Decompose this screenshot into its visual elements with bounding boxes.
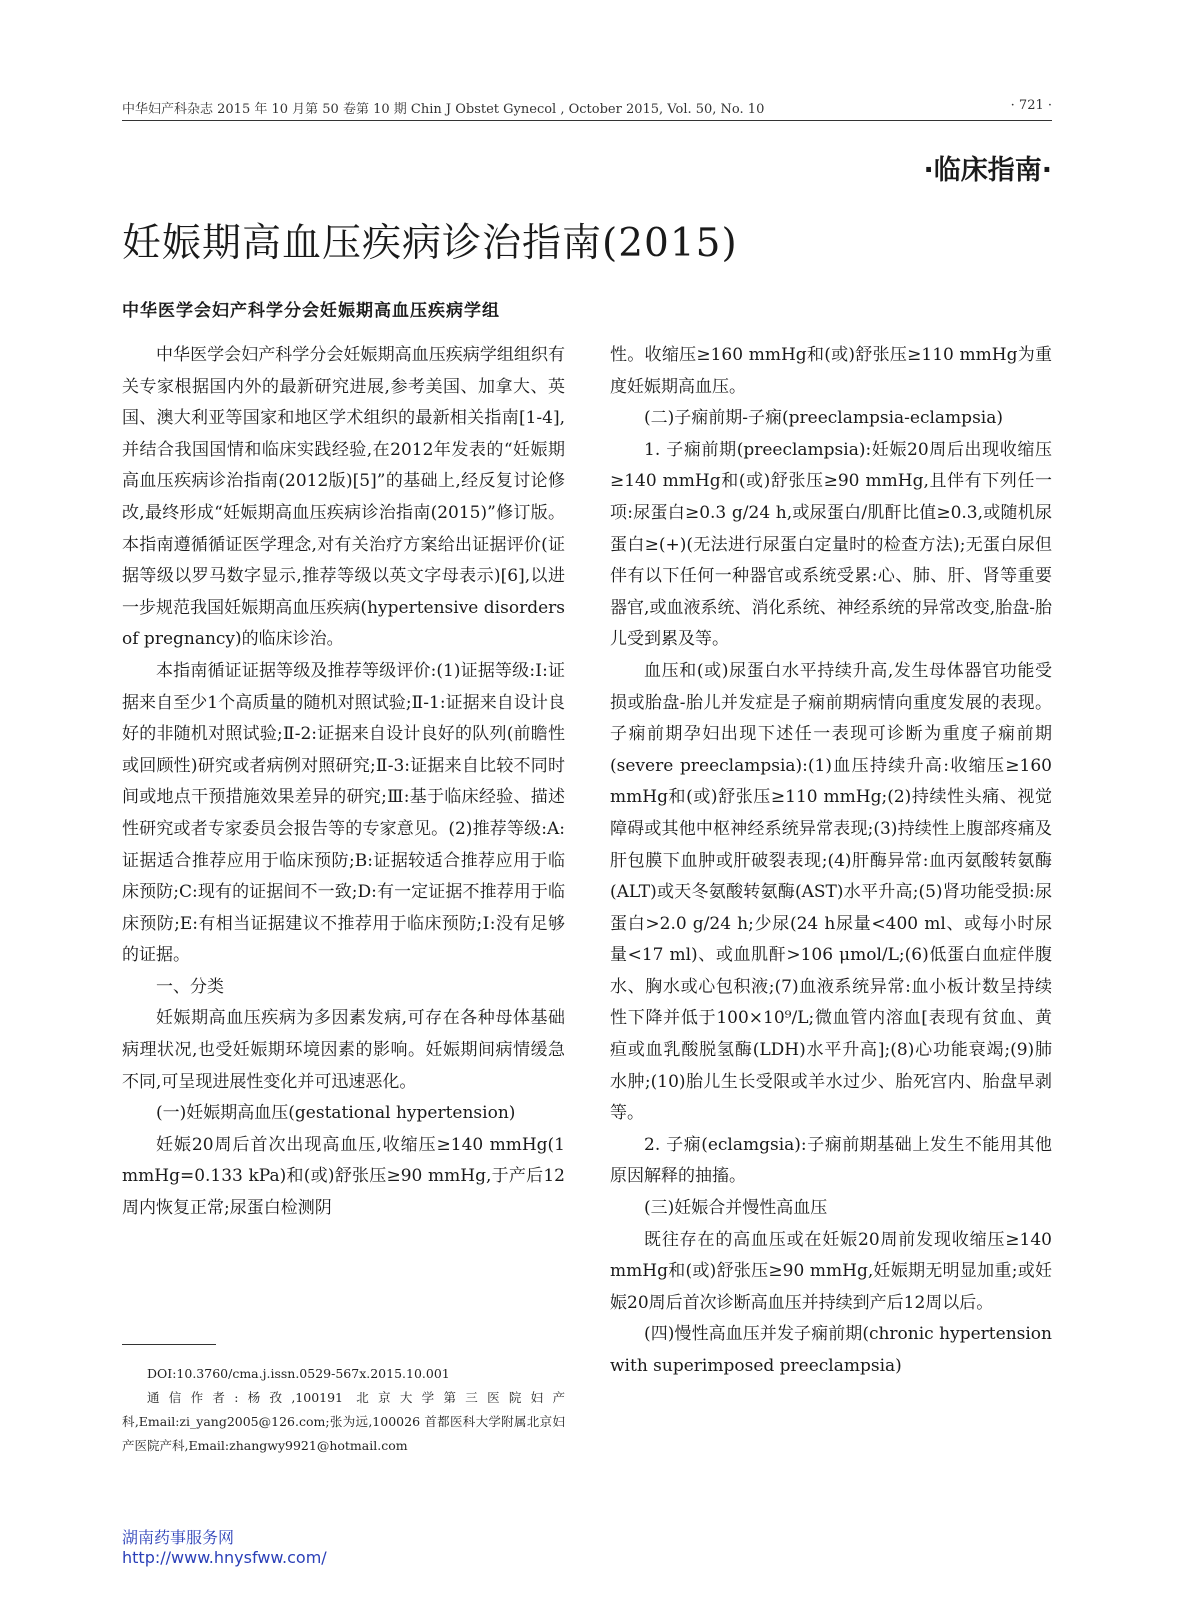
intro-paragraph: 中华医学会妇产科学分会妊娠期高血压疾病学组组织有关专家根据国内外的最新研究进展,参考美国、加拿大、英国、澳大利亚等国家和地区学术组织的最新相关指南[1-4],并结合我国国情和临床实践经验,在2012年发表的“妊娠期高血压疾病诊治指南(2012版)[5]”的基础上,经反复讨论修改,最终形成“妊娠期高血压疾病诊治指南(2015)”修订版。本指南遵循循证医学理念,对有关治疗方案给出证据评价(证据等级以罗马数字显示,推荐等级以英文字母表示)[6],以进一步规范我国妊娠期高血压疾病(hypertensive disorders of pregnancy)的临床诊治。 (122, 345, 565, 650)
subheading-preeclampsia-eclampsia: (二)子痫前期-子痫(preeclampsia-eclampsia) (644, 408, 1003, 429)
subheading-superimposed-preeclampsia: (四)慢性高血压并发子痫前期(chronic hypertension with superimposed preeclampsia) (610, 1324, 1052, 1376)
watermark-url[interactable]: http://www.hnysfww.com/ (122, 1548, 327, 1567)
doi-footnote: DOI:10.3760/cma.j.issn.0529-567x.2015.10.001 (147, 1366, 450, 1381)
subheading-gestational-hypertension: (一)妊娠期高血压(gestational hypertension) (156, 1103, 516, 1124)
journal-header: 中华妇产科杂志 2015 年 10 月第 50 卷第 10 期 Chin J Obstet Gynecol , October 2015, Vol. 50, No. 10 (122, 102, 765, 117)
article-title: 妊娠期高血压疾病诊治指南(2015) (122, 221, 738, 266)
section-heading-classification: 一、分类 (156, 976, 224, 997)
footnotes (122, 1362, 565, 1458)
classification-paragraph: 妊娠期高血压疾病为多因素发病,可存在各种母体基础病理状况,也受妊娠期环境因素的影响。妊娠期间病情缓急不同,可呈现进展性变化并可迅速恶化。 (122, 1008, 565, 1092)
section-tag: ·临床指南· (923, 155, 1052, 186)
watermark-site-name: 湖南药事服务网 (122, 1528, 235, 1547)
evidence-grading-paragraph: 本指南循证证据等级及推荐等级评价:(1)证据等级:Ⅰ:证据来自至少1个高质量的随机对照试验;Ⅱ-1:证据来自设计良好的非随机对照试验;Ⅱ-2:证据来自设计良好的队列(前瞻性或回顾性)研究或者病例对照研究;Ⅱ-3:证据来自比较不同时间或地点干预措施效果差异的研究;Ⅲ:基于临床经验、描述性研究或者专家委员会报告等的专家意见。(2)推荐等级:A:证据适合推荐应用于临床预防;B:证据较适合推荐应用于临床预防;C:现有的证据间不一致;D:有一定证据不推荐用于临床预防;E:有相当证据建议不推荐用于临床预防;Ⅰ:没有足够的证据。 (122, 660, 565, 966)
preeclampsia-paragraph: 1. 子痫前期(preeclampsia):妊娠20周后出现收缩压≥140 mmHg和(或)舒张压≥90 mmHg,且伴有下列任一项:尿蛋白≥0.3 g/24 h,或尿蛋白/肌酐比值≥0.3,或随机尿蛋白≥(+)(无法进行尿蛋白定量时的检查方法);无蛋白尿但伴有以下任何一种器官或系统受累:心、肺、肝、肾等重要器官,或血液系统、消化系统、神经系统的异常改变,胎盘-胎儿受到累及等。 (610, 439, 1052, 650)
header-rule (122, 120, 1052, 121)
page-number: · 721 · (1010, 98, 1052, 113)
right-column (610, 340, 1052, 1383)
continued-paragraph: 性。收缩压≥160 mmHg和(或)舒张压≥110 mmHg为重度妊娠期高血压。 (610, 345, 1052, 397)
severe-preeclampsia-paragraph: 血压和(或)尿蛋白水平持续升高,发生母体器官功能受损或胎盘-胎儿并发症是子痫前期病情向重度发展的表现。子痫前期孕妇出现下述任一表现可诊断为重度子痫前期(severe preeclampsia):(1)血压持续升高:收缩压≥160 mmHg和(或)舒张压≥110 mmHg;(2)持续性头痛、视觉障碍或其他中枢神经系统异常表现;(3)持续性上腹部疼痛及肝包膜下血肿或肝破裂表现;(4)肝酶异常:血丙氨酸转氨酶(ALT)或天冬氨酸转氨酶(AST)水平升高;(5)肾功能受损:尿蛋白>2.0 g/24 h;少尿(24 h尿量<400 ml、或每小时尿量<17 ml)、或血肌酐>106 μmol/L;(6)低蛋白血症伴腹水、胸水或心包积液;(7)血液系统异常:血小板计数呈持续性下降并低于100×10⁹/L;微血管内溶血[表现有贫血、黄疸或血乳酸脱氢酶(LDH)水平升高];(8)心功能衰竭;(9)肺水肿;(10)胎儿生长受限或羊水过少、胎死宫内、胎盘早剥等。 (610, 660, 1052, 1124)
chronic-hypertension-paragraph: 既往存在的高血压或在妊娠20周前发现收缩压≥140 mmHg和(或)舒张压≥90 mmHg,妊娠期无明显加重;或妊娠20周后首次诊断高血压并持续到产后12周以后。 (610, 1229, 1052, 1313)
subheading-chronic-hypertension: (三)妊娠合并慢性高血压 (644, 1198, 828, 1219)
footnote-rule (122, 1344, 216, 1345)
author-group: 中华医学会妇产科学分会妊娠期高血压疾病学组 (122, 301, 500, 321)
correspondence-footnote: 通信作者:杨孜,100191 北京大学第三医院妇产科,Email:zi_yang2005@126.com;张为远,100026 首都医科大学附属北京妇产医院产科,Email:zhangwy9921@hotmail.com (122, 1390, 565, 1453)
left-column (122, 340, 565, 1225)
eclampsia-paragraph: 2. 子痫(eclamgsia):子痫前期基础上发生不能用其他原因解释的抽搐。 (610, 1134, 1052, 1187)
watermark (122, 1528, 327, 1568)
gestational-hypertension-paragraph: 妊娠20周后首次出现高血压,收缩压≥140 mmHg(1 mmHg=0.133 kPa)和(或)舒张压≥90 mmHg,于产后12周内恢复正常;尿蛋白检测阴 (122, 1134, 565, 1219)
